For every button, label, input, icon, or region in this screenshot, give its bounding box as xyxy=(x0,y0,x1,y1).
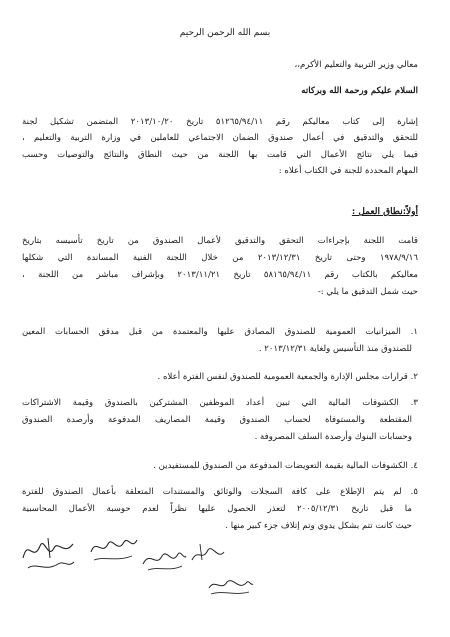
list-item-line: للصندوق منذ التأسيس ولغاية ٢٠١٣/١٢/٣١ . xyxy=(258,344,412,354)
list-item-line: ٣. الكشوفات المالية التي تبين أعداد الموظفين المشتركين بالصندوق وقيمة الاشتراكات xyxy=(22,398,418,408)
list-item-line: وحسابات البنوك وأرصدة السلف المصروفة . xyxy=(254,432,412,442)
list-item-line: ٢. قرارات مجلس الإدارة والجمعية العمومية للصندوق لنفس الفترة أعلاه . xyxy=(157,372,418,382)
section-heading: أولاً:نطاق العمل : xyxy=(351,207,418,217)
list-item-line: ٥. لم يتم الإطلاع على كافة السجلات والوثائق والمستندات المتعلقة بأعمال الصندوق للفترة xyxy=(22,487,418,497)
scope-line: ١٩٧٨/٩/١٦ وحتى تاريخ ٢٠١٣/١٢/٣١ من خلال اللجنة الفنية المساندة التي شكلها xyxy=(22,253,419,263)
intro-line: المهام المحددة للجنة في الكتاب أعلاه : xyxy=(278,166,418,176)
signature-1 xyxy=(18,528,78,578)
signature-2 xyxy=(88,530,140,566)
list-item-line: ٤. الكشوفات المالية بقيمة التعويضات المدفوعة من الصندوق للمستفيدين . xyxy=(153,461,418,471)
intro-line: للتحقق والتدقيق في أعمال صندوق الضمان الاجتماعي للعاملين في وزارة التربية والتعليم ، xyxy=(22,133,418,143)
list-item-line: حيث كانت تتم بشكل يدوي وتم إتلاف جزء كبير منها . xyxy=(225,521,412,531)
signature-3 xyxy=(140,544,188,574)
addressee: معالي وزير التربية والتعليم الأكرم،، xyxy=(294,60,418,70)
list-item-line: ١. الميزانيات العمومية للصندوق المصادق عليها والمعتمدة من قبل مدقق الحسابات المعين xyxy=(22,327,418,337)
scope-line: قامت اللجنة بإجراءات التحقق والتدقيق لأعمال الصندوق من تاريخ تأسيسه بتاريخ xyxy=(22,236,418,246)
basmala: بسم الله الرحمن الرحيم xyxy=(179,28,271,38)
intro-line: فيما يلي نتائج الأعمال التي قامت بها اللجنة من حيث النطاق والنتائج والتوصيات وحسب xyxy=(22,150,418,160)
greeting: السلام عليكم ورحمة الله وبركاته xyxy=(301,86,418,96)
scope-line: معاليكم بالكتاب رقم ٥٨١٦٥/٩٤/١١ تاريخ ٢٠١٣/١١/٢١ وبإشراف مباشر من اللجنة ، xyxy=(22,270,418,280)
intro-line: إشارة إلى كتاب معاليكم رقم ٥١٢٦٥/٩٤/١١ تاريخ ٢٠١٣/١٠/٢٠ المتضمن تشكيل لجنة xyxy=(22,117,418,127)
scope-line: حيث شمل التدقيق ما يلي :- xyxy=(317,287,418,297)
signature-4 xyxy=(188,538,228,568)
list-item-line: ما قبل تاريخ ٢٠٠٥/١٢/٣١ لتعذر الحصول عليها نظراً لعدم حوسبة الأعمال المحاسبية xyxy=(22,504,412,514)
list-item-line: المقتطعة والمستوفاة لحساب الصندوق وقيمة المصاريف المدفوعة وأرصدة الصندوق xyxy=(22,415,412,425)
signature-5 xyxy=(205,572,255,598)
